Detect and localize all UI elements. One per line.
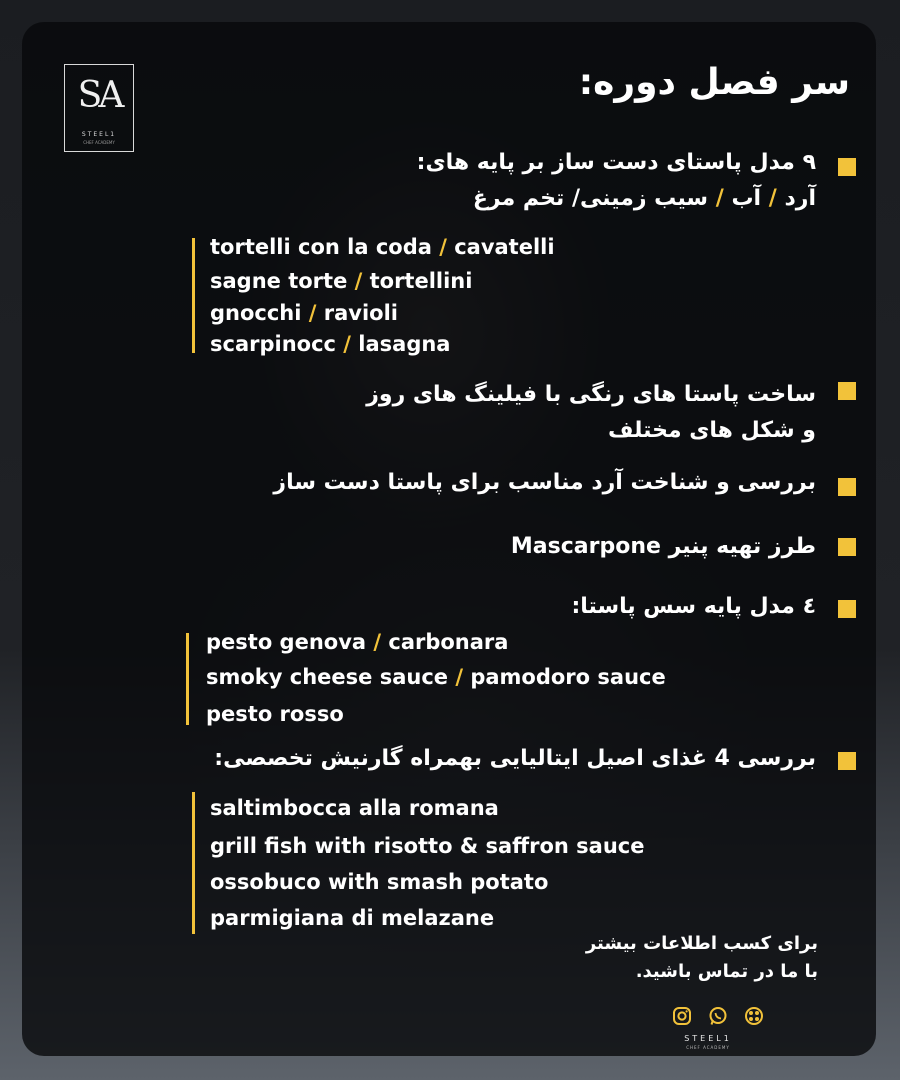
pasta-row-4: scarpinocc / lasagna: [210, 332, 451, 356]
pasta-row-1: tortelli con la coda / cavatelli: [210, 235, 555, 259]
bullet-6: [838, 752, 856, 770]
page-title: سر فصل دوره:: [578, 62, 850, 103]
contact-line-2: با ما در تماس باشید.: [635, 961, 818, 982]
sauce-item: pesto genova: [206, 630, 367, 654]
pasta-list-bar: [192, 238, 195, 353]
sauce-row-1: pesto genova / carbonara: [206, 630, 509, 654]
section6: بررسی 4 غذای اصیل ایتالیایی بهمراه گارنیش تخصصی:: [214, 746, 816, 771]
pasta-item: sagne torte: [210, 269, 348, 293]
contact-line-1: برای کسب اطلاعات بیشتر: [585, 933, 818, 954]
bullet-1: [838, 158, 856, 176]
bullet-3: [838, 478, 856, 496]
dish-item: ossobuco with smash potato: [210, 870, 549, 894]
pasta-item: gnocchi: [210, 301, 302, 325]
instagram-icon[interactable]: [672, 1006, 692, 1026]
sauce-list-bar: [186, 633, 189, 725]
section2-line2: و شکل های مختلف: [607, 418, 816, 443]
dish-item: saltimbocca alla romana: [210, 796, 499, 820]
app-icon[interactable]: [744, 1006, 764, 1026]
section4: طرز تهیه پنیر Mascarpone: [510, 534, 816, 559]
logo-subtitle: CHEF ACADEMY: [83, 140, 115, 145]
sauce-row-3: pesto rosso: [206, 702, 344, 726]
sauce-item: smoky cheese sauce: [206, 665, 449, 689]
pasta-item: ravioli: [323, 301, 399, 325]
pasta-item: tortelli con la coda: [210, 235, 432, 259]
sauce-item: carbonara: [388, 630, 509, 654]
section1-line2: آرد / آب / سیب زمینی/ تخم مرغ: [472, 186, 816, 211]
contact-note: [586, 930, 818, 986]
footer-brand-sub: CHEF ACADEMY: [686, 1045, 730, 1050]
whatsapp-icon[interactable]: [708, 1006, 728, 1026]
footer-brand: STEEL1: [684, 1034, 732, 1043]
section3: بررسی و شناخت آرد مناسب برای پاستا دست ساز: [273, 470, 816, 495]
base-flour: آرد: [784, 186, 816, 211]
pasta-item: lasagna: [358, 332, 451, 356]
sauce-row-2: smoky cheese sauce / pamodoro sauce: [206, 665, 666, 689]
academy-logo: [64, 64, 134, 152]
pasta-row-3: gnocchi / ravioli: [210, 301, 399, 325]
base-water: آب: [731, 186, 762, 211]
bullet-5: [838, 600, 856, 618]
section2-line1: ساخت پاستا های رنگی با فیلینگ های روز: [366, 382, 816, 407]
pasta-item: scarpinocc: [210, 332, 336, 356]
bullet-2: [838, 382, 856, 400]
pasta-item: cavatelli: [454, 235, 555, 259]
logo-monogram: SA: [77, 75, 121, 116]
dish-list-bar: [192, 792, 195, 934]
bullet-4: [838, 538, 856, 556]
dish-item: parmigiana di melazane: [210, 906, 495, 930]
pasta-item: tortellini: [369, 269, 473, 293]
logo-word: STEEL1: [81, 131, 117, 138]
base-potato: سیب زمینی/: [571, 186, 709, 211]
sauce-item: pamodoro sauce: [470, 665, 666, 689]
pasta-row-2: sagne torte / tortellini: [210, 269, 473, 293]
section1-line1: ۹ مدل پاستای دست ساز بر پایه های:: [416, 150, 816, 175]
base-egg: تخم مرغ: [472, 186, 565, 211]
section5: ٤ مدل پایه سس پاستا:: [571, 594, 816, 619]
dish-item: grill fish with risotto & saffron sauce: [210, 834, 645, 858]
